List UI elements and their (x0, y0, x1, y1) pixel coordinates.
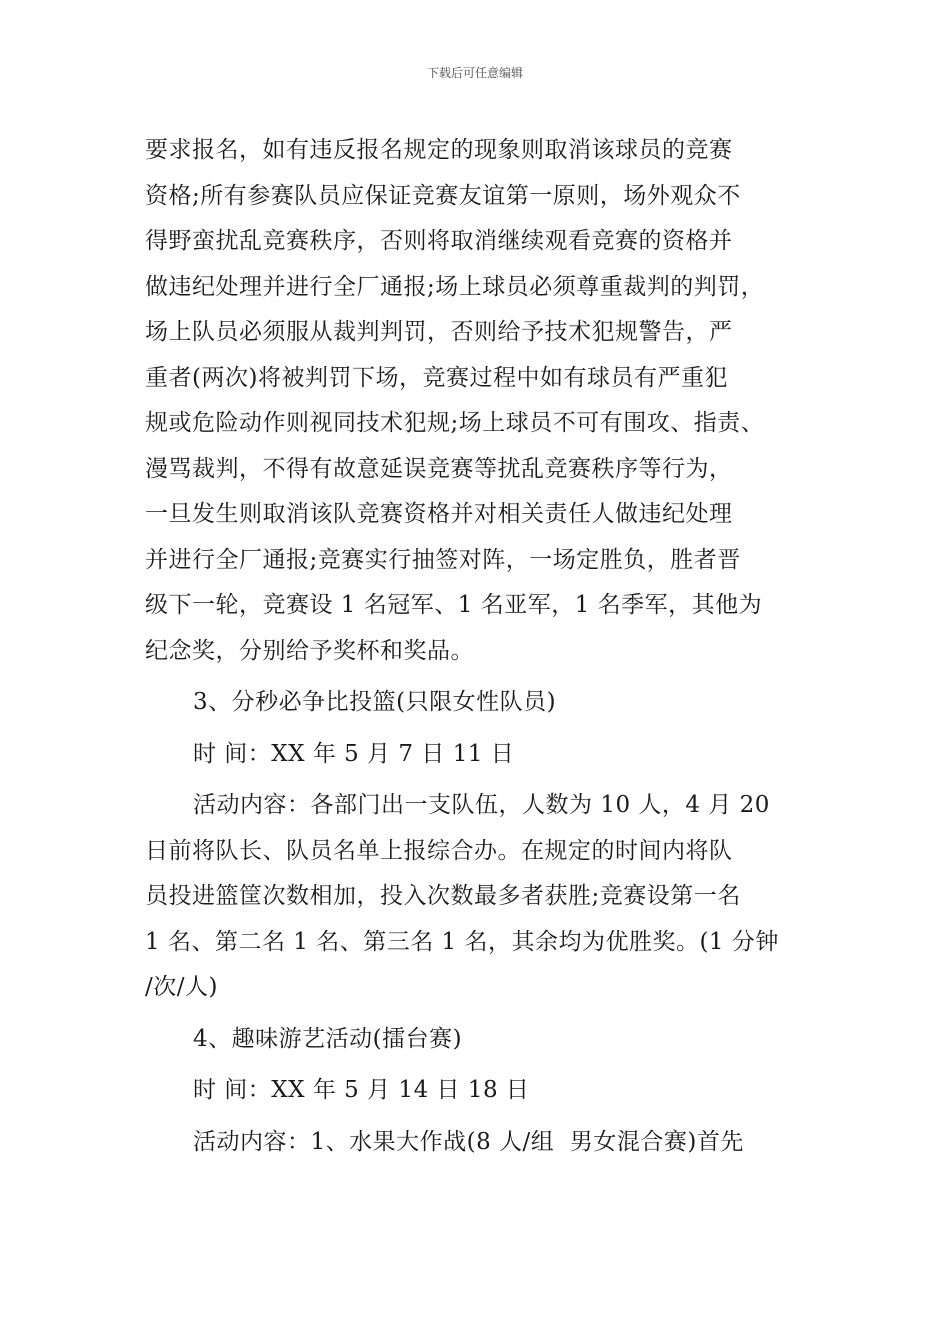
text-line: 并进行全厂通报;竞赛实行抽签对阵，一场定胜负，胜者晋 (145, 546, 741, 573)
document-body (145, 128, 825, 1165)
text-line: 要求报名，如有违反报名规定的现象则取消该球员的竞赛 (145, 137, 733, 163)
text-line: 员投进篮筐次数相加，投入次数最多者获胜;竞赛设第一名 (145, 883, 741, 909)
section-4-time: 时 间：XX 年 5 月 14 日 18 日 (193, 1077, 530, 1103)
text-line: 一旦发生则取消该队竞赛资格并对相关责任人做违纪处理 (145, 501, 733, 527)
text-line: /次/人) (145, 974, 218, 1000)
text-line: 重者(两次)将被判罚下场，竞赛过程中如有球员有严重犯 (145, 364, 728, 391)
section-3-title: 3、分秒必争比投篮(只限女性队员) (193, 689, 557, 715)
section-4-content: 活动内容：1、水果大作战(8 人/组 男女混合赛)首先 (193, 1128, 744, 1155)
section-3-time: 时 间：XX 年 5 月 7 日 11 日 (193, 740, 515, 767)
text-line: 得野蛮扰乱竞赛秩序，否则将取消继续观看竞赛的资格并 (145, 228, 733, 254)
text-line: 场上队员必须服从裁判判罚，否则给予技术犯规警告，严 (145, 319, 733, 345)
section-4-title: 4、趣味游艺活动(擂台赛) (193, 1025, 463, 1052)
paragraph-rules (145, 128, 825, 674)
text-line: 规或危险动作则视同技术犯规;场上球员不可有围攻、指责、 (145, 410, 765, 436)
text-line: 1 名、第二名 1 名、第三名 1 名，其余均为优胜奖。(1 分钟 (145, 928, 779, 955)
text-line: 日前将队长、队员名单上报综合办。在规定的时间内将队 (145, 837, 733, 864)
page-header-watermark: 下载后可任意编辑 (426, 66, 523, 80)
text-line: 纪念奖，分别给予奖杯和奖品。 (145, 637, 474, 664)
text-line: 级下一轮，竞赛设 1 名冠军、1 名亚军，1 名季军，其他为 (145, 592, 763, 618)
text-line: 活动内容：各部门出一支队伍，人数为 10 人，4 月 20 (193, 792, 770, 818)
section-3-content (145, 783, 825, 1011)
text-line: 资格;所有参赛队员应保证竞赛友谊第一原则，场外观众不 (145, 182, 741, 209)
text-line: 漫骂裁判，不得有故意延误竞赛等扰乱竞赛秩序等行为， (145, 455, 733, 482)
text-line: 做违纪处理并进行全厂通报;场上球员必须尊重裁判的判罚， (145, 273, 765, 300)
